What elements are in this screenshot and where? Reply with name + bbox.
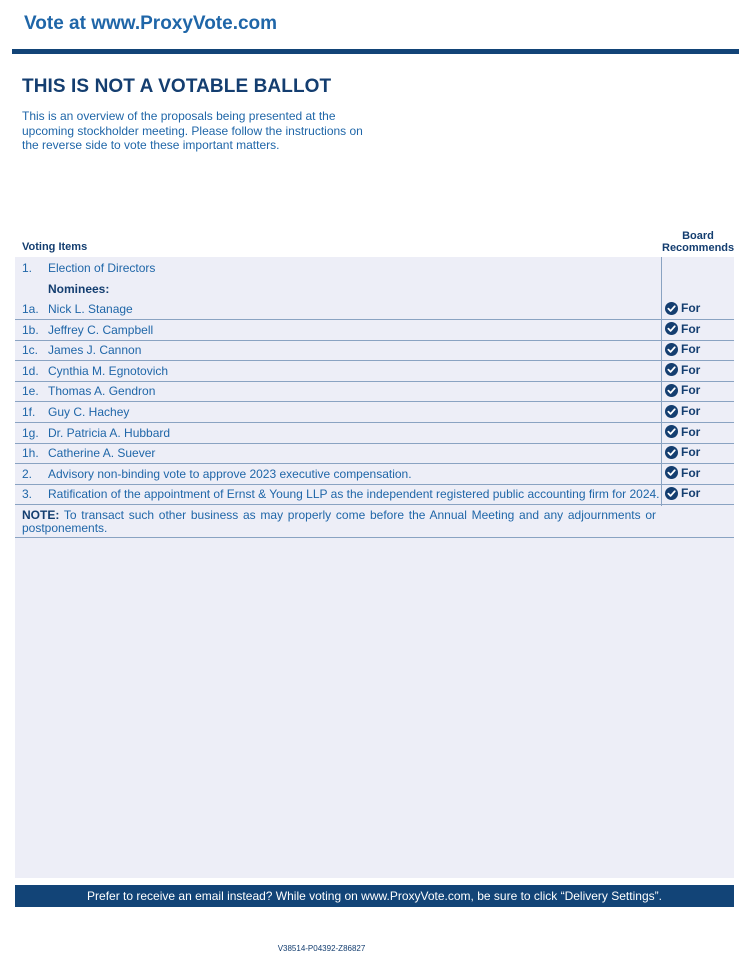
item-text: Dr. Patricia A. Hubbard <box>48 425 171 440</box>
item-number: 1b. <box>22 322 39 337</box>
board-recommendation <box>665 445 700 459</box>
nominees-label: Nominees: <box>48 282 110 296</box>
proposal-row <box>15 381 734 402</box>
item-text: James J. Cannon <box>48 343 142 358</box>
proposal-row <box>15 443 734 464</box>
recommendation-label: For <box>681 342 701 357</box>
item-number: 1f. <box>22 405 36 419</box>
ballot-intro: This is an overview of the proposals being presented at the upcoming stockholder meeting. Please follow the instructions on the reverse side to vote these important matters. <box>22 109 363 152</box>
recommendation-label: For <box>681 383 701 398</box>
checkmark-circle-icon <box>665 322 678 335</box>
checkmark-circle-icon <box>665 446 678 459</box>
ballot-heading: THIS IS NOT A VOTABLE BALLOT <box>22 76 332 97</box>
board-recommendation <box>665 383 700 397</box>
item-text: Catherine A. Suever <box>48 446 156 461</box>
checkmark-circle-icon <box>665 466 678 479</box>
checkmark-circle-icon <box>665 302 678 315</box>
board-header-line2: Recommends <box>662 242 735 254</box>
checkmark-circle-icon <box>665 487 678 500</box>
proposal-row-election <box>15 258 734 278</box>
item-text: Cynthia M. Egnotovich <box>48 363 169 378</box>
proposal-row <box>15 340 734 361</box>
checkmark-circle-icon <box>665 405 678 418</box>
board-recommendation <box>665 363 700 377</box>
note-label: NOTE: <box>22 508 60 522</box>
item-text: Advisory non-binding vote to approve 2023 executive compensation. <box>48 466 412 481</box>
note-text <box>22 509 656 534</box>
item-text: Ratification of the appointment of Ernst & Young LLP as the independent registered public accounting firm for 2024. <box>48 487 660 502</box>
recommendation-label: For <box>681 486 701 501</box>
item-number: 1. <box>22 261 33 275</box>
voting-items-header: Voting Items <box>22 241 88 253</box>
board-recommendation <box>665 342 700 356</box>
proxyvote-title: Vote at www.ProxyVote.com <box>24 13 278 34</box>
checkmark-circle-icon <box>665 425 678 438</box>
proposal-row <box>15 402 734 423</box>
item-number: 1g. <box>22 425 39 440</box>
item-number: 1d. <box>22 363 39 378</box>
item-text: Guy C. Hachey <box>48 405 130 419</box>
item-number: 2. <box>22 466 33 481</box>
checkmark-circle-icon <box>665 363 678 376</box>
proposal-row <box>15 299 734 320</box>
recommendation-label: For <box>681 301 701 315</box>
recommendation-label: For <box>681 362 701 377</box>
proposal-row <box>15 361 734 382</box>
board-header-line1: Board <box>682 230 714 242</box>
board-recommends-header <box>662 230 734 254</box>
note-body: To transact such other business as may properly come before the Annual Meeting and any adjournments or postponements. <box>22 508 656 535</box>
recommendation-label: For <box>681 404 701 418</box>
proposal-row <box>15 320 734 341</box>
nominees-label-row <box>15 279 734 299</box>
proposal-row <box>15 423 734 444</box>
item-number: 1c. <box>22 343 39 358</box>
document-code: V38514-P04392-Z86827 <box>277 944 366 953</box>
board-recommendation <box>665 486 700 500</box>
recommendation-label: For <box>681 465 701 480</box>
delivery-settings-banner: Prefer to receive an email instead? While voting on www.ProxyVote.com, be sure to click “Delivery Settings”. <box>15 885 734 907</box>
item-number: 3. <box>22 487 33 502</box>
item-number: 1e. <box>22 384 39 399</box>
board-recommendation <box>665 466 700 480</box>
item-number: 1h. <box>22 446 39 461</box>
recommendation-label: For <box>681 445 701 460</box>
item-text: Election of Directors <box>48 261 156 275</box>
recommendation-label: For <box>681 321 701 336</box>
board-recommendation <box>665 322 700 336</box>
board-recommendation <box>665 404 700 418</box>
item-number: 1a. <box>22 302 39 316</box>
recommendation-label: For <box>681 424 701 439</box>
item-text: Jeffrey C. Campbell <box>48 322 154 337</box>
proposal-row <box>15 484 734 505</box>
item-text: Thomas A. Gendron <box>48 384 156 399</box>
item-text: Nick L. Stanage <box>48 302 133 316</box>
note-divider <box>15 537 734 538</box>
header-divider <box>12 49 739 54</box>
checkmark-circle-icon <box>665 384 678 397</box>
checkmark-circle-icon <box>665 343 678 356</box>
board-recommendation <box>665 301 700 315</box>
board-recommendation <box>665 425 700 439</box>
proposal-row <box>15 464 734 485</box>
